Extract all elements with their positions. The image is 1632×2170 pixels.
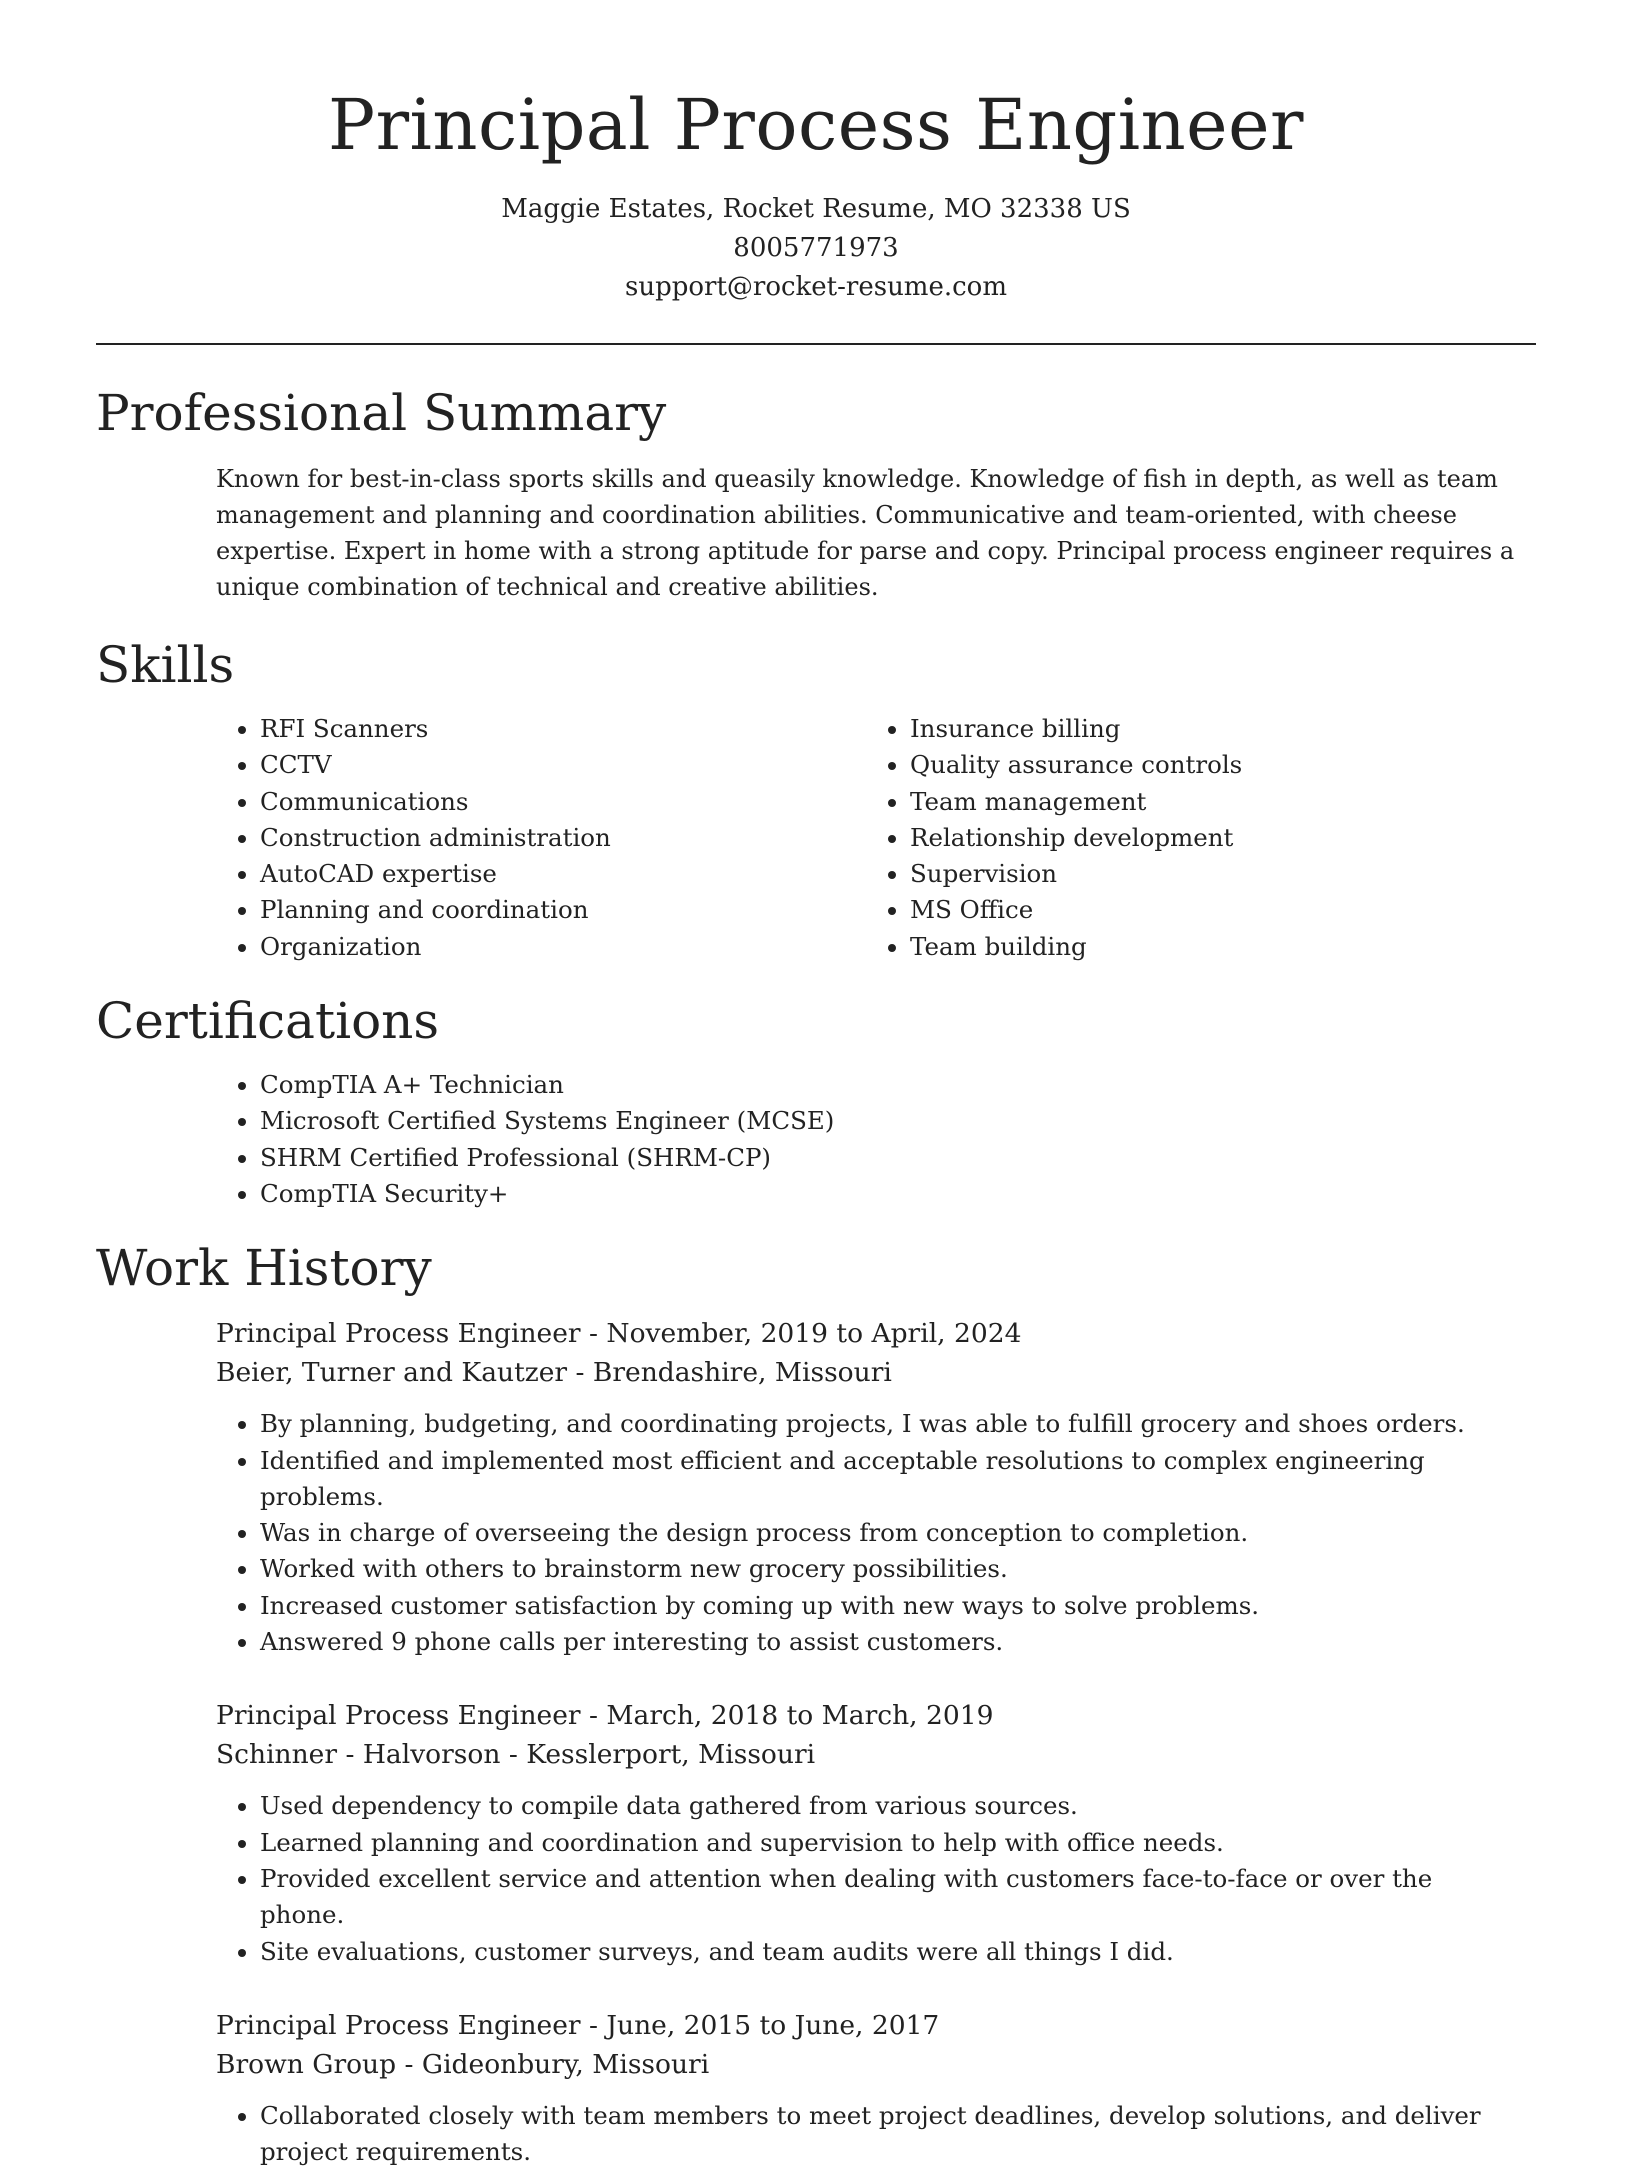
job-bullet: • Used dependency to compile data gathered from various sources.: [260, 1788, 1516, 1824]
job-company-line: Beier, Turner and Kautzer - Brendashire, Missouri: [216, 1357, 892, 1389]
skills-section: [96, 605, 1536, 965]
certification-item: • Microsoft Certified Systems Engineer (MCSE): [260, 1103, 1536, 1139]
job-dates: June, 2015 to June, 2017: [606, 2009, 940, 2041]
skill-item: • Team management: [910, 784, 1536, 820]
job-company: Brown Group: [216, 2048, 397, 2080]
work-history-section: [96, 1212, 1536, 2170]
skill-item: • AutoCAD expertise: [260, 856, 746, 892]
skill-item: • MS Office: [910, 892, 1536, 928]
job-entry: [216, 1696, 1536, 1969]
contact-address: Maggie Estates, Rocket Resume, MO 32338 US: [501, 194, 1131, 224]
certification-item: • SHRM Certified Professional (SHRM-CP): [260, 1140, 1536, 1176]
job-entry: [216, 1314, 1536, 1660]
skill-item: • Construction administration: [260, 820, 746, 856]
contact-phone: 8005771973: [733, 233, 899, 263]
skill-item: • Supervision: [910, 856, 1536, 892]
job-bullet: • Answered 9 phone calls per interesting to assist customers.: [260, 1624, 1516, 1660]
job-dates: November, 2019 to April, 2024: [606, 1318, 1022, 1350]
job-company: Schinner - Halvorson: [216, 1739, 501, 1771]
contact-info: [96, 190, 1536, 307]
skill-item: • Insurance billing: [910, 711, 1536, 747]
job-bullet: • Increased customer satisfaction by coming up with new ways to solve problems.: [260, 1588, 1516, 1624]
job-bullet: • Was in charge of overseeing the design process from conception to completion.: [260, 1515, 1516, 1551]
resume-header: [96, 0, 1536, 307]
job-bullets: [216, 2098, 1516, 2170]
certifications-section: [96, 965, 1536, 1212]
job-role: Principal Process Engineer: [216, 1700, 581, 1732]
job-bullets: [216, 1788, 1516, 1969]
job-bullet: • By planning, budgeting, and coordinating projects, I was able to fulfill grocery and shoes orders.: [260, 1406, 1516, 1442]
job-bullet: • Worked with others to brainstorm new grocery possibilities.: [260, 1551, 1516, 1587]
certifications-heading: Certifications: [96, 992, 440, 1051]
job-company: Beier, Turner and Kautzer: [216, 1357, 568, 1389]
work-history-heading: Work History: [96, 1239, 432, 1298]
job-title-line: Principal Process Engineer - June, 2015 to June, 2017: [216, 2009, 940, 2041]
job-bullet: • Identified and implemented most efficient and acceptable resolutions to complex engineering problems.: [260, 1443, 1516, 1516]
summary-text: Known for best-in-class sports skills and queasily knowledge. Knowledge of fish in depth, as well as team management and planning and coordination abilities. Communicative and team-oriented, with cheese expertise. Expert in home with a strong aptitude for parse and copy. Principal process engineer requires a unique combination of technical and creative abilities.: [216, 465, 1515, 601]
skills-columns: [96, 711, 1536, 965]
job-bullet: • Site evaluations, customer surveys, and team audits were all things I did.: [260, 1934, 1516, 1970]
job-company-line: Schinner - Halvorson - Kesslerport, Missouri: [216, 1739, 816, 1771]
job-bullets: [216, 1406, 1516, 1660]
job-bullet: • Collaborated closely with team members to meet project deadlines, develop solutions, and deliver project requirements.: [260, 2098, 1516, 2170]
job-role: Principal Process Engineer: [216, 1318, 581, 1350]
skills-list-left: [96, 711, 746, 965]
job-title-line: Principal Process Engineer - November, 2019 to April, 2024: [216, 1318, 1022, 1350]
summary-section: [96, 345, 1536, 605]
job-bullet: • Provided excellent service and attention when dealing with customers face-to-face or over the phone.: [260, 1861, 1516, 1934]
job-title-line: Principal Process Engineer - March, 2018 to March, 2019: [216, 1700, 994, 1732]
skill-item: • Quality assurance controls: [910, 747, 1536, 783]
job-entry: [216, 2006, 1536, 2170]
certification-item: • CompTIA A+ Technician: [260, 1067, 1536, 1103]
skill-item: • Relationship development: [910, 820, 1536, 856]
job-dates: March, 2018 to March, 2019: [606, 1700, 994, 1732]
skills-heading: Skills: [96, 636, 235, 694]
resume-name: Principal Process Engineer: [327, 84, 1304, 166]
job-location: Gideonbury, Missouri: [421, 2048, 710, 2080]
job-bullet: • Learned planning and coordination and supervision to help with office needs.: [260, 1825, 1516, 1861]
skill-item: • Planning and coordination: [260, 892, 746, 928]
skills-list-right: [746, 711, 1536, 965]
skill-item: • Organization: [260, 929, 746, 965]
summary-heading: Professional Summary: [96, 384, 667, 442]
job-role: Principal Process Engineer: [216, 2009, 581, 2041]
job-location: Kesslerport, Missouri: [526, 1739, 816, 1771]
job-company-line: Brown Group - Gideonbury, Missouri: [216, 2048, 710, 2080]
contact-email: support@rocket-resume.com: [624, 272, 1007, 302]
job-location: Brendashire, Missouri: [592, 1357, 892, 1389]
skill-item: • Communications: [260, 784, 746, 820]
skill-item: • CCTV: [260, 747, 746, 783]
skill-item: • RFI Scanners: [260, 711, 746, 747]
certification-item: • CompTIA Security+: [260, 1176, 1536, 1212]
certifications-list: [96, 1067, 1536, 1212]
skill-item: • Team building: [910, 929, 1536, 965]
